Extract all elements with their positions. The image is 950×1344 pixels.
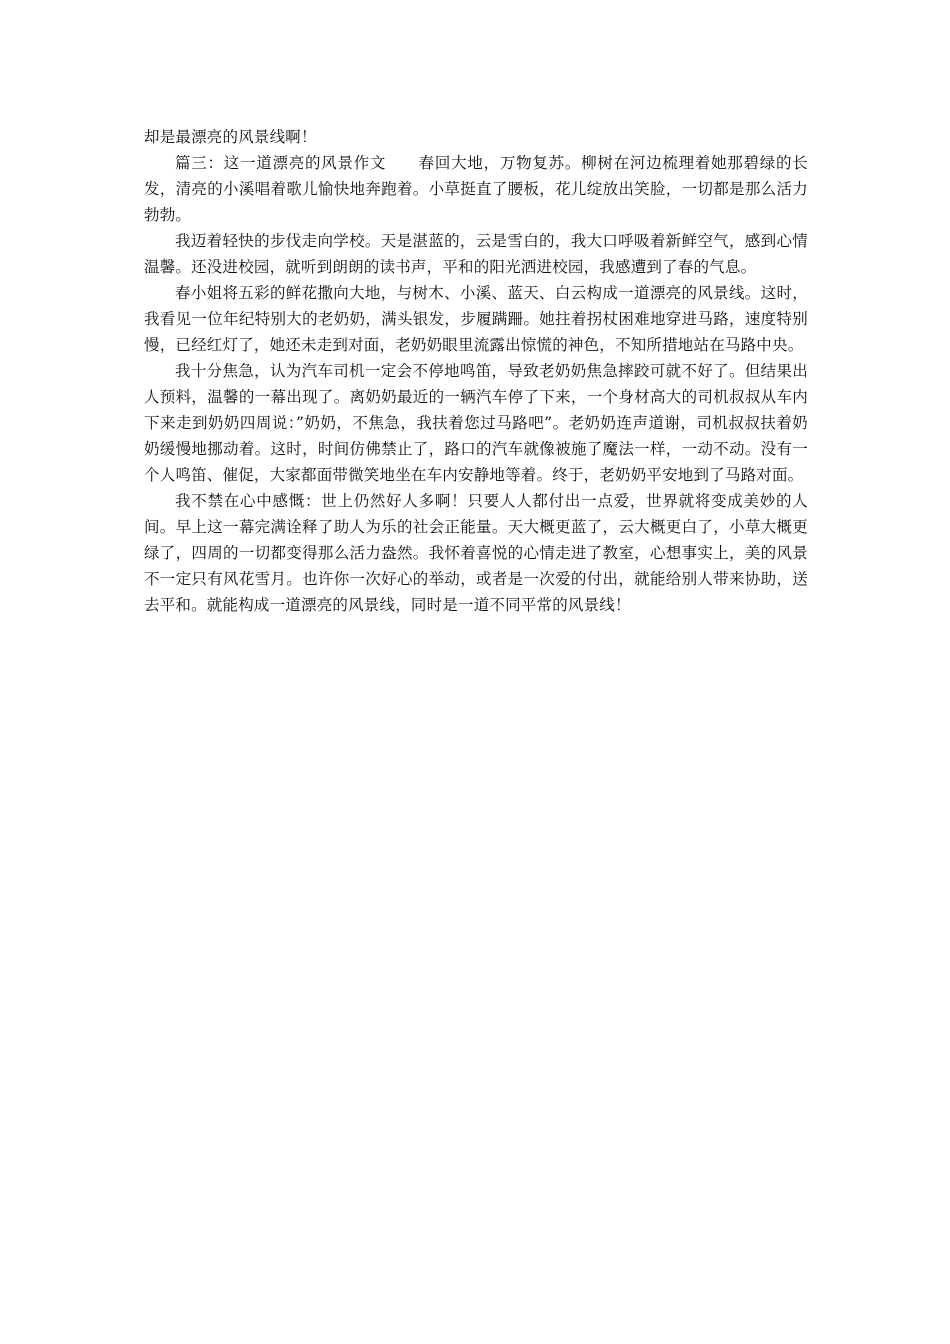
- paragraph: 我十分焦急，认为汽车司机一定会不停地鸣笛，导致老奶奶焦急摔跤可就不好了。但结果出人预料，温馨的一幕出现了。离奶奶最近的一辆汽车停了下来，一个身材高大的司机叔叔从车内下来走到奶奶四周说：”奶奶，不焦急，我扶着您过马路吧”。老奶奶连声道谢，司机叔叔扶着奶奶缓慢地挪动着。这时，时间仿佛禁止了，路口的汽车就像被施了魔法一样，一动不动。没有一个人鸣笛、催促，大家都面带微笑地坐在车内安静地等着。终于，老奶奶平安地到了马路对面。: [144, 362, 808, 484]
- paragraph: 春小姐将五彩的鲜花撒向大地，与树木、小溪、蓝天、白云构成一道漂亮的风景线。这时，我看见一位年纪特别大的老奶奶，满头银发，步履蹒跚。她拄着拐杖困难地穿进马路，速度特别慢，已经红灯了，她还未走到对面，老奶奶眼里流露出惊慌的神色，不知所措地站在马路中央。: [144, 284, 808, 354]
- paragraph: 我不禁在心中感慨：世上仍然好人多啊！只要人人都付出一点爱，世界就将变成美妙的人间。早上这一幕完满诠释了助人为乐的社会正能量。天大概更蓝了，云大概更白了，小草大概更绿了，四周的一切都变得那么活力盎然。我怀着喜悦的心情走进了教室，心想事实上，美的风景不一定只有风花雪月。也许你一次好心的举动，或者是一次爱的付出，就能给别人带来协助，送去平和。就能构成一道漂亮的风景线，同时是一道不同平常的风景线！: [144, 492, 808, 614]
- paragraph-continuation: 却是最漂亮的风景线啊！: [144, 128, 317, 146]
- paragraph-section-heading: 篇三：这一道漂亮的风景作文 春回大地，万物复苏。柳树在河边梳理着她那碧绿的长发，清亮的小溪唱着歌儿愉快地奔跑着。小草挺直了腰板，花儿绽放出笑脸，一切都是那么活力勃勃。: [144, 154, 808, 224]
- paragraph: 我迈着轻快的步伐走向学校。天是湛蓝的，云是雪白的，我大口呼吸着新鲜空气，感到心情温馨。还没进校园，就听到朗朗的读书声，平和的阳光洒进校园，我感遭到了春的气息。: [144, 232, 808, 276]
- essay-body: [144, 124, 808, 618]
